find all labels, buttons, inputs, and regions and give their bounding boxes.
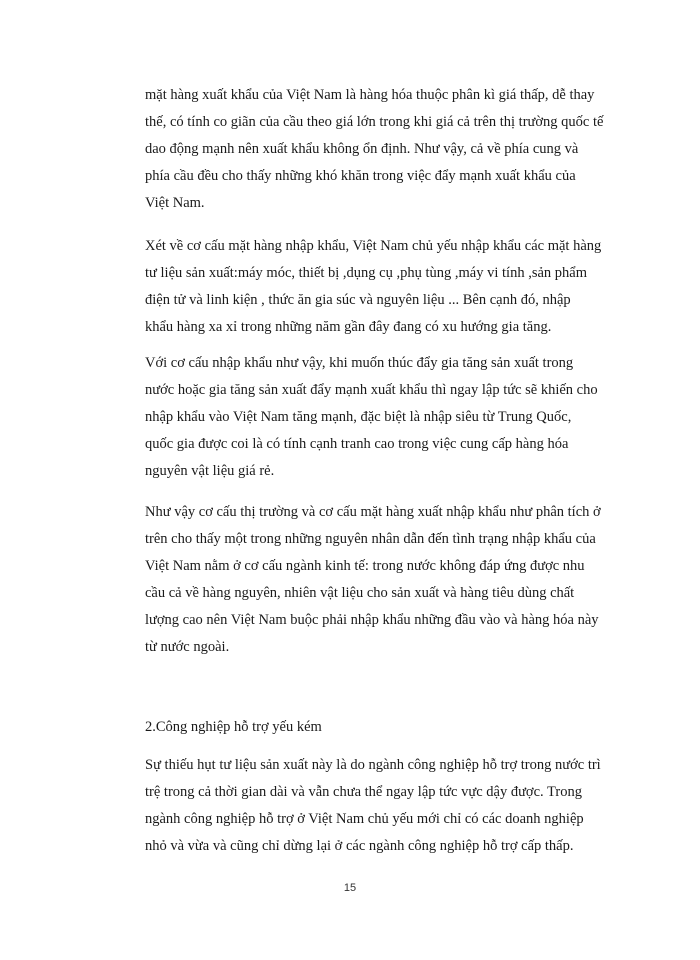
paragraph-import-structure <box>145 233 630 341</box>
text-line: Xét về cơ cấu mặt hàng nhập khẩu, Việt Nam chủ yếu nhập khẩu các mặt hàng <box>145 238 602 254</box>
text-line: ngành công nghiệp hỗ trợ ở Việt Nam chủ yếu mới chỉ có các doanh nghiệp <box>145 811 584 827</box>
text-line: dao động mạnh nên xuất khẩu không ổn định. Như vậy, cả về phía cung và <box>145 141 579 157</box>
text-line: tư liệu sản xuất:máy móc, thiết bị ,dụng cụ ,phụ tùng ,máy vi tính ,sản phẩm <box>145 265 587 281</box>
text-line: trệ trong cả thời gian dài và vẫn chưa thể ngay lập tức vực dậy được. Trong <box>145 784 582 800</box>
text-line: Như vậy cơ cấu thị trường và cơ cấu mặt hàng xuất nhập khẩu như phân tích ở <box>145 504 601 520</box>
text-line: thế, có tính co giãn của cầu theo giá lớn trong khi giá cả trên thị trường quốc tế <box>145 114 604 130</box>
text-line: trên cho thấy một trong những nguyên nhân dẫn đến tình trạng nhập khẩu của <box>145 531 596 547</box>
text-line: lượng cao nên Việt Nam buộc phải nhập khẩu những đầu vào và hàng hóa này <box>145 612 599 628</box>
text-line: mặt hàng xuất khẩu của Việt Nam là hàng hóa thuộc phân kì giá thấp, dễ thay <box>145 87 595 103</box>
paragraph-export-structure <box>145 82 630 217</box>
paragraph-import-growth <box>145 350 630 485</box>
text-line: Sự thiếu hụt tư liệu sản xuất này là do ngành công nghiệp hỗ trợ trong nước trì <box>145 757 601 773</box>
text-line: Với cơ cấu nhập khẩu như vậy, khi muốn thúc đẩy gia tăng sản xuất trong <box>145 355 574 371</box>
paragraph-supporting-industry <box>145 752 630 860</box>
text-line: cầu cả về hàng nguyên, nhiên vật liệu cho sản xuất và hàng tiêu dùng chất <box>145 585 575 601</box>
text-line: nhỏ và vừa và cũng chỉ dừng lại ở các ngành công nghiệp hỗ trợ cấp thấp. <box>145 838 574 854</box>
text-line: từ nước ngoài. <box>145 639 230 655</box>
text-line: quốc gia được coi là có tính cạnh tranh cao trong việc cung cấp hàng hóa <box>145 436 569 452</box>
section-heading-text: 2.Công nghiệp hỗ trợ yếu kém <box>145 719 322 735</box>
text-line: nước hoặc gia tăng sản xuất đẩy mạnh xuất khẩu thì ngay lập tức sẽ khiến cho <box>145 382 598 398</box>
text-line: nguyên vật liệu giá rẻ. <box>145 463 275 479</box>
page-number: 15 <box>343 882 357 894</box>
text-line: điện tử và linh kiện , thức ăn gia súc và nguyên liệu ... Bên cạnh đó, nhập <box>145 292 571 308</box>
text-line: phía cầu đều cho thấy những khó khăn trong việc đẩy mạnh xuất khẩu của <box>145 168 576 184</box>
text-line: Việt Nam nằm ở cơ cấu ngành kinh tế: trong nước không đáp ứng được nhu <box>145 558 585 574</box>
text-line: Việt Nam. <box>145 195 205 211</box>
text-line: nhập khẩu vào Việt Nam tăng mạnh, đặc biệt là nhập siêu từ Trung Quốc, <box>145 409 572 425</box>
text-line: khẩu hàng xa xỉ trong những năm gần đây đang có xu hướng gia tăng. <box>145 319 552 335</box>
paragraph-conclusion <box>145 499 630 661</box>
section-heading <box>145 714 630 741</box>
